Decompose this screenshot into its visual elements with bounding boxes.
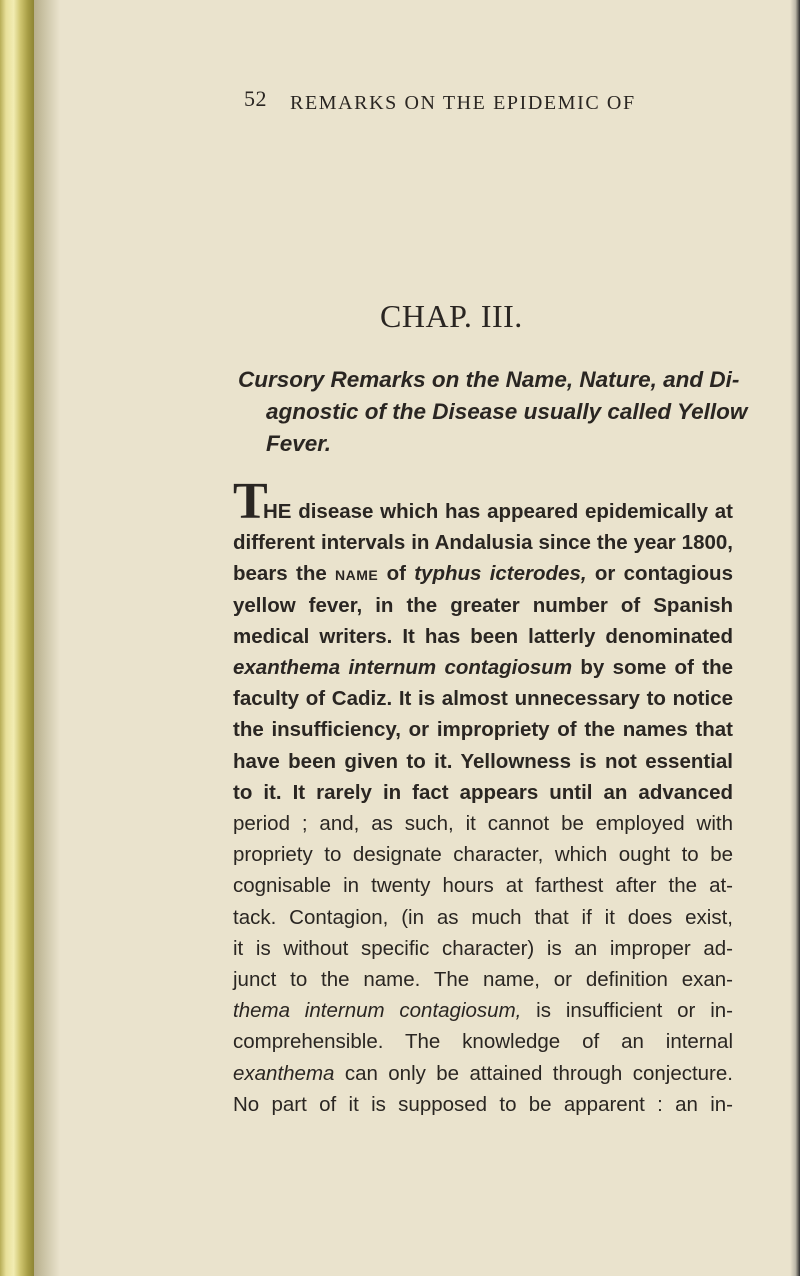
text-line: thema internum contagiosum, is insufficient or in-: [233, 999, 733, 1023]
text-line: have been given to it. Yellowness is not essential: [233, 749, 733, 773]
drop-cap: T: [233, 473, 268, 530]
text-line: exanthema internum contagiosum by some of the: [233, 656, 734, 680]
book-spine-edge: [0, 0, 34, 1276]
text-line: comprehensible. The knowledge of an internal: [233, 1030, 733, 1054]
text-line: faculty of Cadiz. It is almost unnecessary to notice: [233, 687, 733, 711]
small-caps-term: name: [335, 562, 379, 586]
text-line: different intervals in Andalusia since the year 1800,: [233, 531, 733, 555]
italic-term: exanthema internum contagiosum: [233, 656, 573, 680]
subtitle-line: agnostic of the Disease usually called Yellow: [266, 399, 748, 424]
chapter-title: CHAP. III.: [380, 298, 523, 334]
gutter-shadow: [34, 0, 60, 1276]
text-line: junct to the name. The name, or definition exan-: [233, 968, 733, 992]
text-line: to it. It rarely in fact appears until an advanced: [233, 780, 733, 804]
running-head: REMARKS ON THE EPIDEMIC OF: [290, 92, 636, 114]
text-line: tack. Contagion, (in as much that if it does exist,: [233, 905, 733, 929]
text-line: medical writers. It has been latterly denominated: [233, 624, 733, 648]
subtitle-line: Fever.: [266, 431, 332, 456]
italic-term: thema internum contagiosum,: [233, 999, 522, 1023]
page-right-edge: [790, 0, 800, 1276]
italic-term: exanthema: [233, 1061, 335, 1085]
text-line: propriety to designate character, which ought to be: [233, 843, 733, 867]
text-line: it is without specific character) is an improper ad-: [233, 936, 733, 960]
body-paragraph: [233, 496, 733, 1120]
text-line: yellow fever, in the greater number of Spanish: [233, 593, 733, 617]
text-line: bears the name of typhus icterodes, or contagious: [233, 562, 733, 586]
chapter-subtitle: [238, 364, 748, 460]
text-line: period ; and, as such, it cannot be employed with: [233, 812, 733, 836]
text-line: exanthema can only be attained through conjecture.: [233, 1061, 733, 1085]
italic-term: typhus icterodes,: [414, 562, 587, 586]
text-line: cognisable in twenty hours at farthest after the at-: [233, 874, 733, 898]
text-line: the insufficiency, or impropriety of the names that: [233, 718, 733, 742]
page-number: 52: [244, 86, 267, 111]
text-line: HE disease which has appeared epidemically at: [263, 500, 733, 523]
subtitle-line: Cursory Remarks on the Name, Nature, and Di-: [238, 367, 740, 392]
text-line: No part of it is supposed to be apparent : an in-: [233, 1092, 733, 1116]
